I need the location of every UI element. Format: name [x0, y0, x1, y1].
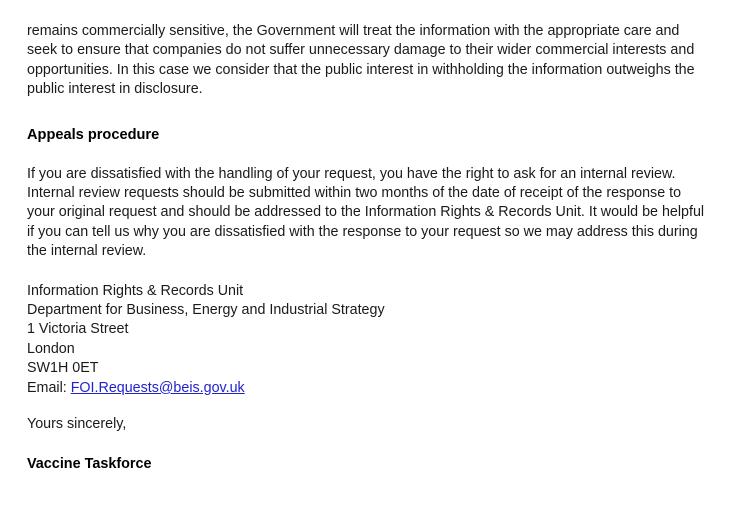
address-line-postcode: SW1H 0ET [27, 360, 99, 377]
closing-salutation: Yours sincerely, [27, 416, 127, 433]
continuation-paragraph: remains commercially sensitive, the Government will treat the information with the appropriate care and seek to ensure that companies do not suffer unnecessary damage to their wider commercial interests and opportunities. In this case we consider that the public interest in withholding the information outweighs the public interest in disclosure. [27, 23, 695, 98]
email-link[interactable]: FOI.Requests@beis.gov.uk [70, 379, 245, 396]
spacer-after-heading [27, 145, 706, 165]
appeals-paragraph: If you are dissatisfied with the handling of your request, you have the right to ask for an internal review. Internal review requests should be submitted within two months of the date of receipt of the response to your original request and should be addressed to the Information Rights & Records Unit. It would be helpful if you can tell us why you are dissatisfied with the response to your request so we may address this during the internal review. [27, 165, 705, 260]
spacer-before-closing [27, 398, 706, 415]
continuation-paragraph-block [27, 22, 706, 100]
signature-name: Vaccine Taskforce [27, 455, 152, 472]
email-label: Email: [27, 379, 71, 396]
spacer-before-heading [27, 100, 706, 126]
address-line-unit: Information Rights & Records Unit [27, 282, 244, 299]
address-line-department: Department for Business, Energy and Industrial Strategy [27, 302, 385, 319]
address-line-city: London [27, 340, 75, 357]
address-line-street: 1 Victoria Street [27, 321, 129, 338]
spacer-before-signature [27, 435, 706, 455]
contact-address-block [27, 282, 706, 398]
appeals-procedure-heading: Appeals procedure [27, 126, 160, 143]
email-line [27, 379, 706, 398]
spacer-before-address [27, 262, 706, 282]
appeals-paragraph-block [27, 165, 706, 262]
